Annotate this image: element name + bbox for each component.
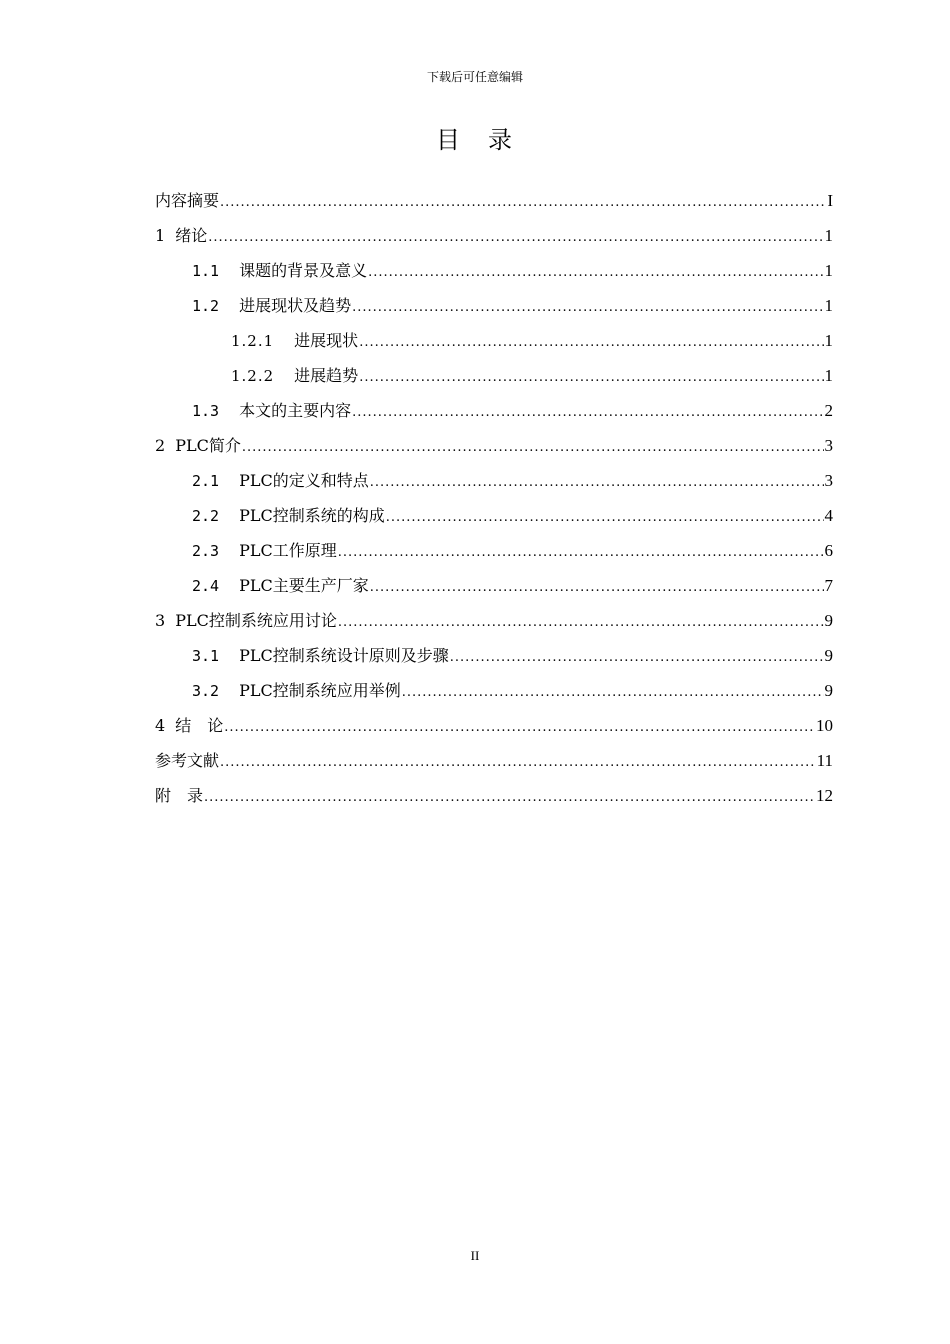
toc-entry-page: 4 bbox=[824, 506, 833, 525]
toc-entry-number: 1.2.2 bbox=[231, 367, 275, 385]
toc-entry-number: 1 bbox=[155, 226, 166, 245]
toc-leader-dots bbox=[370, 570, 824, 603]
toc-entry-label: 结 论 bbox=[175, 716, 224, 735]
toc-entry-label: PLC控制系统设计原则及步骤 bbox=[239, 646, 449, 665]
toc-leader-dots bbox=[386, 500, 824, 533]
toc-entry-label: 本文的主要内容 bbox=[239, 401, 352, 420]
table-of-contents bbox=[155, 183, 833, 813]
toc-entry-number: 2.1 bbox=[192, 472, 220, 490]
toc-leader-dots bbox=[368, 255, 823, 288]
toc-entry-number: 3 bbox=[155, 611, 166, 630]
toc-entry-page: 10 bbox=[816, 716, 833, 735]
toc-entry-number: 2 bbox=[155, 436, 166, 455]
toc-leader-dots bbox=[220, 745, 816, 778]
toc-entry-label: 课题的背景及意义 bbox=[239, 261, 368, 280]
toc-entry[interactable] bbox=[155, 498, 833, 533]
toc-entry-number: 2.3 bbox=[192, 542, 220, 560]
toc-entry-page: 2 bbox=[824, 401, 833, 420]
toc-entry[interactable] bbox=[155, 428, 833, 463]
toc-entry-page: 9 bbox=[824, 646, 833, 665]
toc-entry-page: 1 bbox=[824, 366, 833, 385]
toc-entry-label: 进展现状及趋势 bbox=[239, 296, 352, 315]
toc-entry-page: 11 bbox=[816, 751, 833, 770]
toc-entry-label: PLC简介 bbox=[175, 436, 241, 455]
toc-entry[interactable] bbox=[155, 638, 833, 673]
toc-leader-dots bbox=[242, 430, 824, 463]
toc-leader-dots bbox=[359, 325, 823, 358]
toc-entry[interactable] bbox=[155, 603, 833, 638]
toc-entry[interactable] bbox=[155, 708, 833, 743]
toc-entry[interactable] bbox=[155, 743, 833, 778]
toc-entry-page: 3 bbox=[824, 436, 833, 455]
toc-entry-label: PLC工作原理 bbox=[239, 541, 337, 560]
toc-entry[interactable] bbox=[155, 253, 833, 288]
toc-entry-number: 3.1 bbox=[192, 647, 220, 665]
toc-entry-number: 1.3 bbox=[192, 402, 220, 420]
toc-entry-label: PLC主要生产厂家 bbox=[239, 576, 369, 595]
toc-entry-page: 1 bbox=[824, 296, 833, 315]
toc-entry-number: 1.2 bbox=[192, 297, 220, 315]
toc-entry-page: 9 bbox=[824, 611, 833, 630]
toc-entry-label: PLC控制系统应用举例 bbox=[239, 681, 401, 700]
toc-entry-page: 9 bbox=[824, 681, 833, 700]
toc-entry-number: 1.1 bbox=[192, 262, 220, 280]
toc-entry-label: 进展现状 bbox=[294, 331, 359, 350]
toc-entry-page: I bbox=[827, 191, 833, 210]
toc-entry-label: 绪论 bbox=[175, 226, 208, 245]
toc-entry-page: 1 bbox=[824, 261, 833, 280]
toc-entry-number: 3.2 bbox=[192, 682, 220, 700]
toc-entry-page: 6 bbox=[824, 541, 833, 560]
toc-entry[interactable] bbox=[155, 358, 833, 393]
footer-page-number: II bbox=[470, 1248, 480, 1263]
toc-entry-page: 1 bbox=[824, 331, 833, 350]
toc-entry[interactable] bbox=[155, 288, 833, 323]
toc-entry-number: 2.2 bbox=[192, 507, 220, 525]
toc-entry-page: 3 bbox=[824, 471, 833, 490]
toc-entry-label: 进展趋势 bbox=[294, 366, 359, 385]
header-note: 下载后可任意编辑 bbox=[426, 70, 523, 84]
toc-entry-number: 4 bbox=[155, 716, 166, 735]
toc-leader-dots bbox=[224, 710, 815, 743]
toc-entry-label: 附 录 bbox=[155, 786, 204, 805]
toc-entry[interactable] bbox=[155, 778, 833, 813]
toc-entry[interactable] bbox=[155, 568, 833, 603]
toc-entry-number: 1.2.1 bbox=[231, 332, 275, 350]
toc-entry[interactable] bbox=[155, 393, 833, 428]
toc-entry[interactable] bbox=[155, 218, 833, 253]
toc-entry[interactable] bbox=[155, 533, 833, 568]
toc-entry[interactable] bbox=[155, 673, 833, 708]
toc-leader-dots bbox=[208, 220, 823, 253]
toc-leader-dots bbox=[352, 290, 823, 323]
toc-leader-dots bbox=[338, 605, 824, 638]
toc-entry[interactable] bbox=[155, 463, 833, 498]
toc-entry-page: 7 bbox=[824, 576, 833, 595]
toc-entry-number: 2.4 bbox=[192, 577, 220, 595]
toc-entry-label: PLC控制系统应用讨论 bbox=[175, 611, 337, 630]
toc-leader-dots bbox=[402, 675, 824, 708]
page-title: 目 录 bbox=[436, 126, 514, 154]
toc-entry-page: 12 bbox=[816, 786, 833, 805]
toc-entry-label: PLC的定义和特点 bbox=[239, 471, 369, 490]
toc-leader-dots bbox=[204, 780, 815, 813]
toc-entry[interactable] bbox=[155, 183, 833, 218]
toc-leader-dots bbox=[450, 640, 824, 673]
toc-leader-dots bbox=[359, 360, 823, 393]
toc-leader-dots bbox=[370, 465, 824, 498]
toc-entry-label: PLC控制系统的构成 bbox=[239, 506, 385, 525]
toc-leader-dots bbox=[220, 185, 826, 218]
toc-entry-page: 1 bbox=[824, 226, 833, 245]
toc-entry[interactable] bbox=[155, 323, 833, 358]
toc-entry-label: 参考文献 bbox=[155, 751, 220, 770]
toc-leader-dots bbox=[338, 535, 824, 568]
toc-leader-dots bbox=[352, 395, 823, 428]
toc-entry-label: 内容摘要 bbox=[155, 191, 220, 210]
